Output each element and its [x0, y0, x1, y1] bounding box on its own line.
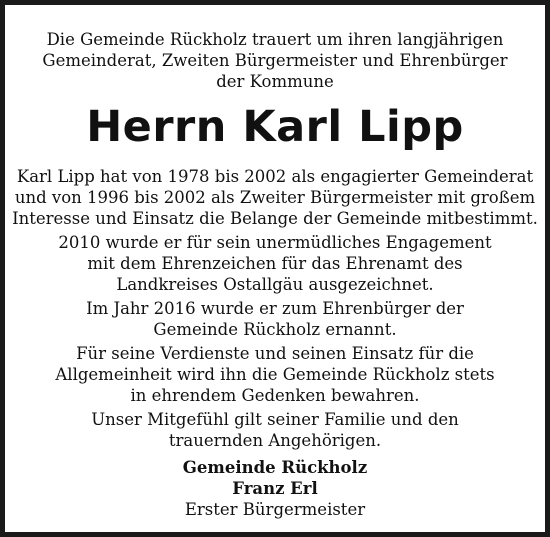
signature-role: Erster Bürgermeister: [184, 500, 366, 519]
obituary-body: [10, 166, 540, 454]
paragraph-honorary-citizen: [10, 298, 540, 340]
obituary-content: [10, 5, 540, 532]
paragraph-remembrance: [10, 343, 540, 406]
body-line: Karl Lipp hat von 1978 bis 2002 als engagierter Gemeinderat: [16, 167, 534, 186]
body-line: in ehrendem Gedenken bewahren.: [130, 386, 420, 405]
body-line: trauernden Angehörigen.: [168, 431, 382, 450]
signature-organization: Gemeinde Rückholz: [182, 458, 368, 477]
body-line: mit dem Ehrenzeichen für das Ehrenamt des: [87, 254, 463, 273]
paragraph-award: [10, 232, 540, 295]
body-line: Allgemeinheit wird ihn die Gemeinde Rückholz stets: [55, 365, 495, 384]
intro-line: Die Gemeinde Rückholz trauert um ihren langjährigen: [46, 30, 504, 49]
intro-text: [10, 29, 540, 92]
signature-person: Franz Erl: [232, 479, 318, 498]
body-line: Im Jahr 2016 wurde er zum Ehrenbürger der: [86, 299, 464, 318]
paragraph-career: [10, 166, 540, 229]
body-line: und von 1996 bis 2002 als Zweiter Bürgermeister mit großem: [14, 188, 536, 207]
intro-line: Gemeinderat, Zweiten Bürgermeister und Ehrenbürger: [42, 51, 508, 70]
signature-block: [10, 457, 540, 520]
deceased-name: Herrn Karl Lipp: [86, 102, 464, 152]
intro-line: der Kommune: [216, 72, 334, 91]
body-line: Für seine Verdienste und seinen Einsatz für die: [76, 344, 474, 363]
body-line: Landkreises Ostallgäu ausgezeichnet.: [116, 275, 434, 294]
body-line: Unser Mitgefühl gilt seiner Familie und den: [91, 410, 459, 429]
body-line: 2010 wurde er für sein unermüdliches Engagement: [58, 233, 492, 252]
paragraph-condolence: [10, 409, 540, 451]
body-line: Gemeinde Rückholz ernannt.: [153, 320, 397, 339]
body-line: Interesse und Einsatz die Belange der Gemeinde mitbestimmt.: [12, 209, 538, 228]
